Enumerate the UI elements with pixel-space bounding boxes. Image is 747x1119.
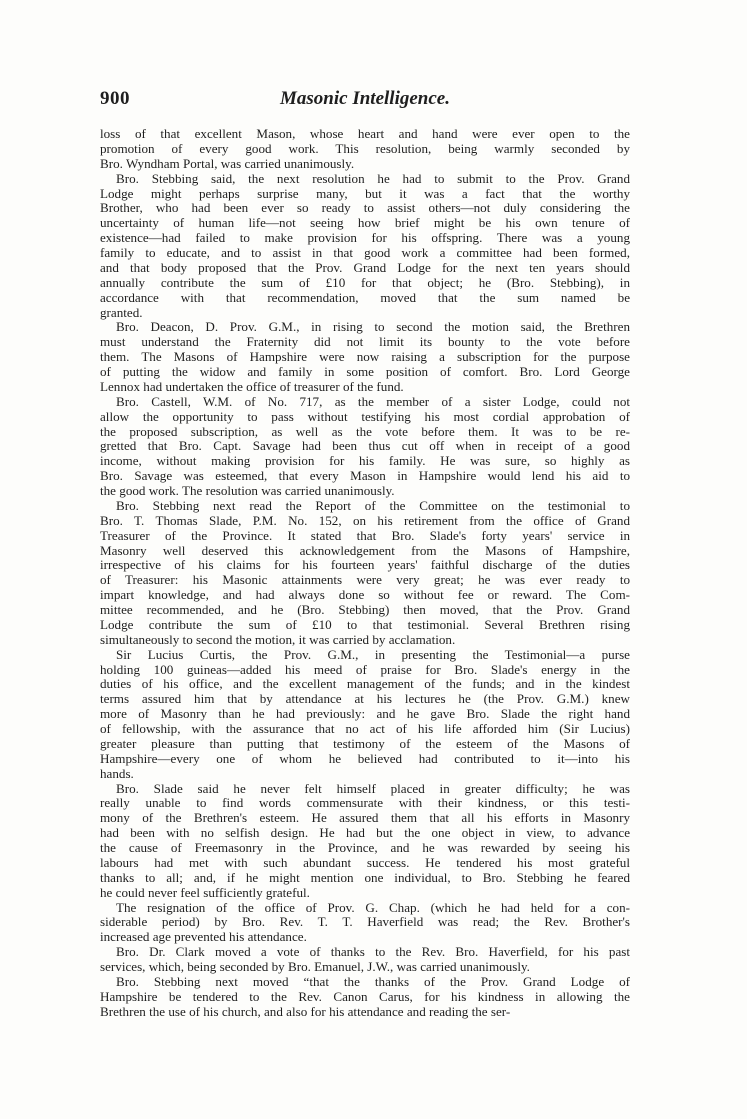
page-number: 900	[100, 88, 130, 109]
text-line: of Treasurer: his Masonic attainments were very great; he was ever ready to	[100, 572, 630, 588]
text-line: services, which, being seconded by Bro. Emanuel, J.W., was carried unanimously.	[100, 959, 530, 974]
text-line: terms assured him that by attendance at his lectures he (the Prov. G.M.) knew	[100, 691, 630, 707]
text-line: loss of that excellent Mason, whose heart and hand were ever open to the	[100, 126, 630, 141]
paragraph	[100, 975, 630, 1020]
paragraph	[100, 395, 630, 499]
text-line: more of Masonry than he had previously: and he gave Bro. Slade the right hand	[100, 706, 630, 722]
text-line: must understand the Fraternity did not limit its bounty to the vote before	[100, 334, 630, 350]
text-line: Sir Lucius Curtis, the Prov. G.M., in presenting the Testimonial—a purse	[116, 646, 630, 662]
text-line: gretted that Bro. Capt. Savage had been thus cut off when in receipt of a good	[100, 438, 630, 454]
text-line: greater pleasure than putting that testimony of the esteem of the Masons of	[100, 735, 630, 751]
text-line: accordance with that recommendation, moved that the sum named be	[100, 289, 630, 305]
paragraph	[100, 499, 630, 648]
text-line: had been with no selfish design. He had but the one object in view, to advance	[100, 825, 630, 841]
paragraph	[100, 172, 630, 321]
paragraph	[100, 648, 630, 782]
text-line: the cause of Freemasonry in the Province, and he was rewarded by seeing his	[100, 840, 630, 855]
article-body	[100, 127, 630, 1020]
text-line: granted.	[100, 304, 143, 320]
text-line: The resignation of the office of Prov. G. Chap. (which he had held for a con-	[116, 899, 630, 915]
text-line: Hampshire—every one of whom he believed had contributed to it—into his	[100, 750, 630, 766]
text-line: uncertainty of human life—not seeing how brief might be his own tenure of	[100, 215, 630, 231]
text-line: Bro. T. Thomas Slade, P.M. No. 152, on his retirement from the office of Grand	[100, 512, 630, 528]
text-line: Bro. Castell, W.M. of No. 717, as the member of a sister Lodge, could not	[116, 393, 630, 409]
text-line: impart knowledge, and had always done so without fee or reward. The Com-	[100, 587, 630, 603]
text-line: Hampshire be tendered to the Rev. Canon Carus, for his kindness in allowing the	[100, 988, 630, 1004]
text-line: Masonry well deserved this acknowledgement from the Masons of Hampshire,	[100, 542, 630, 558]
text-line: and that body proposed that the Prov. Grand Lodge for the next ten years should	[100, 259, 630, 275]
text-line: Lodge contribute the sum of £10 to that testimonial. Several Brethren rising	[100, 616, 630, 632]
text-line: increased age prevented his attendance.	[100, 929, 307, 945]
paragraph	[100, 127, 630, 172]
text-line: Bro. Slade said he never felt himself placed in greater difficulty; he was	[116, 780, 630, 796]
text-line: duties of his office, and the excellent management of the funds; and in the kindest	[100, 676, 630, 692]
text-line: irrespective of his claims for his fourteen years' faithful discharge of the duties	[100, 557, 630, 573]
text-line: them. The Masons of Hampshire were now raising a subscription for the purpose	[100, 349, 630, 365]
text-line: promotion of every good work. This resolution, being warmly seconded by	[100, 140, 630, 156]
text-line: really unable to find words commensurate with their kindness, or this testi-	[100, 795, 630, 811]
text-line: Lennox had undertaken the office of treasurer of the fund.	[100, 378, 404, 394]
text-line: Treasurer of the Province. It stated that Bro. Slade's forty years' service in	[100, 527, 630, 543]
text-line: of putting the widow and family in some position of comfort. Bro. Lord George	[100, 364, 630, 379]
text-line: simultaneously to second the motion, it was carried by acclamation.	[100, 631, 456, 647]
text-line: Bro. Stebbing next moved “that the thanks of the Prov. Grand Lodge of	[116, 973, 630, 989]
text-line: hands.	[100, 765, 134, 781]
text-line: the good work. The resolution was carried unanimously.	[100, 483, 395, 498]
text-line: Bro. Stebbing next read the Report of the Committee on the testimonial to	[116, 497, 630, 513]
page-header	[100, 88, 630, 112]
text-line: Bro. Dr. Clark moved a vote of thanks to the Rev. Bro. Haverfield, for his past	[116, 944, 630, 960]
text-line: mittee recommended, and he (Bro. Stebbing) then moved, that the Prov. Grand	[100, 602, 630, 617]
text-line: Brother, who had been ever so ready to assist others—not duly considering the	[100, 200, 630, 216]
text-line: holding 100 guineas—added his meed of praise for Bro. Slade's energy in the	[100, 661, 630, 677]
text-line: family to educate, and to assist in that good work a committee had been formed,	[100, 245, 630, 260]
paragraph	[100, 782, 630, 901]
text-line: Brethren the use of his church, and also for his attendance and reading the ser-	[100, 1003, 511, 1019]
text-line: existence—had failed to make provision for his offspring. There was a young	[100, 230, 630, 246]
text-line: Lodge might perhaps surprise many, but it was a fact that the worthy	[100, 185, 630, 201]
text-line: mony of the Brethren's esteem. He assured them that all his efforts in Masonry	[100, 810, 630, 826]
running-title: Masonic Intelligence.	[280, 88, 450, 109]
paragraph	[100, 320, 630, 394]
text-line: thanks to all; and, if he might mention one individual, to Bro. Stebbing he feared	[100, 869, 630, 885]
text-line: income, without making provision for his family. He was sure, so highly as	[100, 453, 630, 469]
text-line: siderable period) by Bro. Rev. T. T. Haverfield was read; the Rev. Brother's	[100, 914, 630, 930]
text-line: Bro. Stebbing said, the next resolution he had to submit to the Prov. Grand	[116, 170, 630, 186]
text-line: Bro. Deacon, D. Prov. G.M., in rising to second the motion said, the Brethren	[116, 319, 630, 335]
text-line: Bro. Wyndham Portal, was carried unanimously.	[100, 155, 355, 171]
text-line: labours had met with such abundant success. He tendered his most grateful	[100, 854, 630, 870]
paragraph	[100, 901, 630, 946]
text-line: annually contribute the sum of £10 for that object; he (Bro. Stebbing), in	[100, 274, 630, 290]
text-line: the proposed subscription, as well as the vote before them. It was to be re-	[100, 423, 630, 439]
text-line: Bro. Savage was esteemed, that every Mason in Hampshire would lend his aid to	[100, 468, 630, 484]
text-line: he could never feel sufficiently grateful.	[100, 884, 310, 900]
text-line: of fellowship, with the assurance that no act of his life afforded him (Sir Lucius)	[100, 721, 630, 736]
text-line: allow the opportunity to pass without testifying his most cordial approbation of	[100, 408, 630, 424]
paragraph	[100, 945, 630, 975]
